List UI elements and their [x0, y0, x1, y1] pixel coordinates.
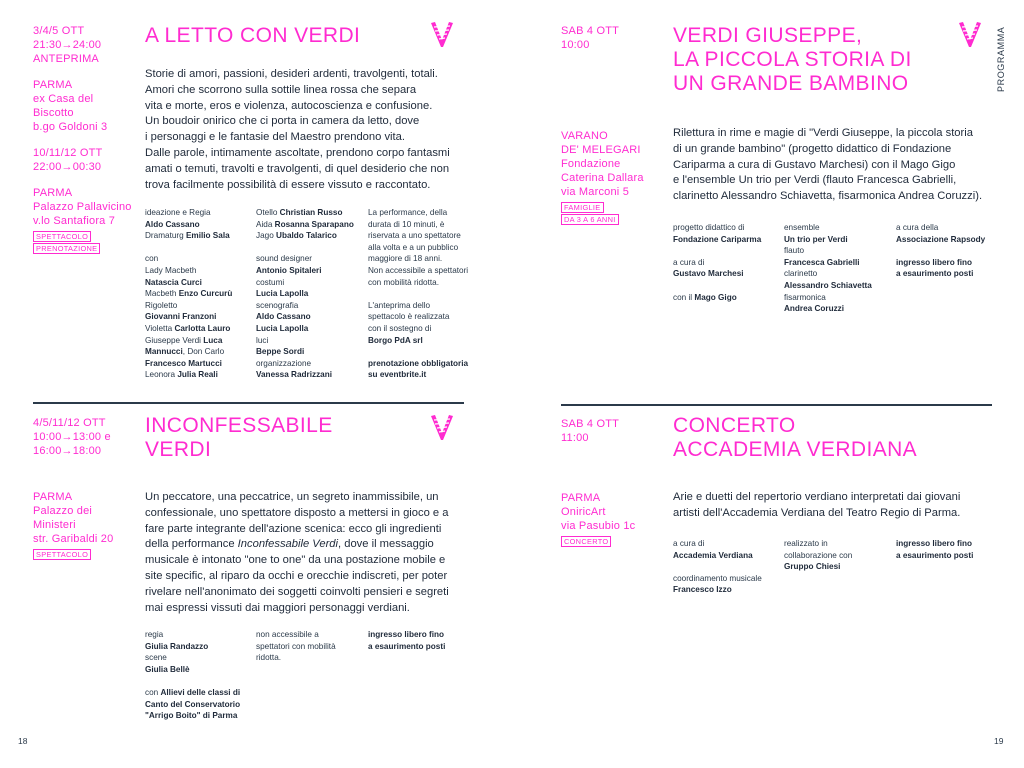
verdi-v-logo-icon [430, 413, 454, 441]
badge-eta: DA 3 A 6 ANNI [561, 214, 619, 225]
event-2-schedule: SAB 4 OTT 10:00 [561, 25, 620, 51]
event-4-credits-col-1: a cura di Accademia Verdiana coordinamento musicale Francesco Izzo [673, 539, 762, 595]
page-number-right: 19 [994, 736, 1004, 746]
event-2-title: VERDI GIUSEPPE, LA PICCOLA STORIA DI UN GRANDE BAMBINO [673, 24, 912, 95]
badge-prenotazione: PRENOTAZIONE [33, 243, 100, 254]
event-2-credits-col-1: progetto didattico di Fondazione Cariparma a cura di Gustavo Marchesi con il Mago Gigo [673, 223, 762, 302]
event-2-credits-col-3: a cura della Associazione Rapsody ingresso libero fino a esaurimento posti [896, 223, 986, 279]
event-4-credits-col-2: realizzato in collaborazione con Gruppo Chiesi [784, 539, 853, 572]
date: 3/4/5 OTT [33, 25, 85, 37]
event-1-credits-col-1: ideazione e Regia Aldo Cassano Dramaturg Emilio Sala con Lady Macbeth Natascia Curci Macbeth Enzo Curcurù Rigoletto Giovanni Franzoni Violetta Carlotta Lauro Giuseppe Verdi Luca Mannucci, Don Carlo Francesco Martucci Leonora Julia Reali [145, 208, 233, 380]
event-3-credits-col-1: regia Giulia Randazzo scene Giulia Bellè con Allievi delle classi di Canto del Conservatorio "Arrigo Boito" di Parma [145, 630, 241, 721]
event-1-credits-col-3: La performance, della durata di 10 minuti, è riservata a uno spettatore alla volta e a un pubblico maggiore di 18 anni. Non accessibile a spettatori con mobilità ridotta. L'anteprima dello spettacolo è realizzata con il sostegno di Borgo PdA srl prenotazione obbligatoria su eventbrite.it [368, 208, 469, 380]
event-1-title: A LETTO CON VERDI [145, 24, 361, 47]
event-4-schedule: SAB 4 OTT 11:00 [561, 418, 620, 444]
event-4-location: PARMA OniricArt via Pasubio 1c CONCERTO [561, 492, 636, 546]
city: PARMA [33, 79, 73, 91]
time: 21:30→24:00 [33, 39, 102, 51]
event-3-credits-col-2: non accessibile a spettatori con mobilità ridotta. [256, 630, 336, 663]
section-label-programma: PROGRAMMA [996, 26, 1006, 92]
venue: Palazzo Pallavicino [33, 201, 132, 213]
address: b.go Goldoni 3 [33, 121, 108, 133]
event-1-schedule [33, 24, 133, 254]
event-2-location: VARANO DE' MELEGARI Fondazione Caterina Dallara via Marconi 5 FAMIGLIE DA 3 A 6 ANNI [561, 130, 644, 224]
event-4-title: CONCERTO ACCADEMIA VERDIANA [673, 414, 918, 461]
city: PARMA [33, 187, 73, 199]
time: 22:00→00:30 [33, 161, 102, 173]
page-number-left: 18 [18, 736, 28, 746]
badge-spettacolo: SPETTACOLO [33, 549, 91, 560]
event-2-credits-col-2: ensemble Un trio per Verdi flauto Francesca Gabrielli clarinetto Alessandro Schiavetta fisarmonica Andrea Coruzzi [784, 223, 872, 314]
address: v.lo Santafiora 7 [33, 215, 116, 227]
badge-famiglie: FAMIGLIE [561, 202, 604, 213]
preview-label: ANTEPRIMA [33, 53, 99, 65]
event-1-description: Storie di amori, passioni, desideri ardenti, travolgenti, totali. Amori che scorrono sulla sottile linea rossa che separa vita e morte, eros e violenza, autocoscienza e confusione. Un boudoir onirico che ci porta in camera da letto, dove i personaggi e le fantasie del Maestro prendono vita. Dalle parole, intimamente ascoltate, prendono corpo fantasmi amati o temuti, travolti e travolgenti, di quel desiderio che non trova facilmente possibilità di essere vissuto e raccontato. [145, 68, 450, 191]
venue: ex Casa del Biscotto [33, 93, 94, 119]
divider-right [561, 404, 992, 406]
verdi-v-logo-icon [430, 20, 454, 48]
event-1-credits-col-2: Otello Christian Russo Aida Rosanna Sparapano Jago Ubaldo Talarico sound designer Antonio Spitaleri costumi Lucia Lapolla scenografia Aldo Cassano Lucia Lapolla luci Beppe Sordi organizzazione Vanessa Radrizzani [256, 208, 354, 380]
badge-spettacolo: SPETTACOLO [33, 231, 91, 242]
event-3-description: Un peccatore, una peccatrice, un segreto inammissibile, un confessionale, uno spettatore disposto a mettersi in gioco e a fare parte integrante dell'azione scenica: ecco gli ingredienti della performance Inconfessabile Verdi, dove il messaggio musicale è intonato "one to one" da una postazione mobile e site specific, al riparo da occhi e orecchie indiscreti, per poter rivelare nell'anonimato dei soggetti coinvolti pensieri e segreti mai espressi vissuti dai maggiori personaggi verdiani. [145, 491, 449, 614]
event-3-location: PARMA Palazzo dei Ministeri str. Garibaldi 20 SPETTACOLO [33, 491, 114, 559]
verdi-v-logo-icon [958, 20, 982, 48]
date: 10/11/12 OTT [33, 147, 103, 159]
event-3-schedule: 4/5/11/12 OTT 10:00→13:00 e 16:00→18:00 [33, 417, 111, 457]
event-2-description: Rilettura in rime e magie di "Verdi Giuseppe, la piccola storia di un grande bambino" (progetto didattico di Fondazione Cariparma a cura di Gustavo Marchesi) con il Mago Gigo e l'ensemble Un trio per Verdi (flauto Francesca Gabrielli, clarinetto Alessandro Schiavetta, fisarmonica Andrea Coruzzi). [673, 127, 983, 203]
event-3-title: INCONFESSABILE VERDI [145, 414, 333, 461]
event-3-credits-col-3: ingresso libero fino a esaurimento posti [368, 630, 446, 651]
event-4-description: Arie e duetti del repertorio verdiano interpretati dai giovani artisti dell'Accademia Verdiana del Teatro Regio di Parma. [673, 491, 961, 519]
divider-left [33, 402, 464, 404]
event-4-credits-col-3: ingresso libero fino a esaurimento posti [896, 539, 974, 560]
badge-concerto: CONCERTO [561, 536, 611, 547]
